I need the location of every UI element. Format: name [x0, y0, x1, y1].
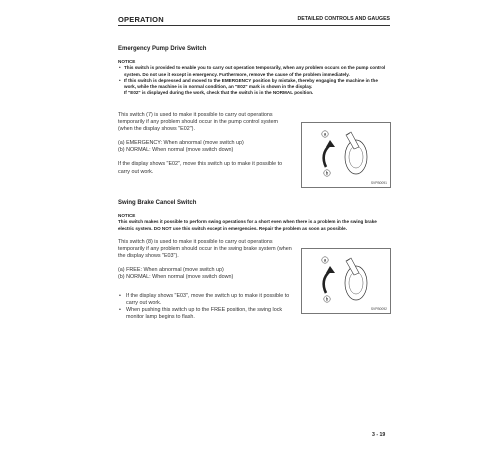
notice-bullet: • If this switch is depressed and moved to the EMERGENCY position by mistake, thereby engaging the machine in the work, while the machine is in normal condition, an "E02" mark is shown in the display.: [118, 78, 390, 91]
body-paragraph: This switch (7) is used to make it possible to carry out operations temporarily if any problem should occur in the pump control system (when the display shows "E02").: [118, 112, 278, 133]
notice-bullet: • This switch is provided to enable you to carry out operation temporarily, when any problem occurs on the pump control system. Do not use it except in emergency. Furthermore, remove the cause of the problem immediately.: [118, 65, 390, 78]
instruction-bullet: • When pushing this switch up to the FREE position, the swing lock monitor lamp begins to flash.: [118, 307, 293, 321]
body-emergency-pump: [118, 112, 293, 176]
toggle-switch-illustration: [302, 123, 390, 187]
notice-line: If "E02" is displayed during the work, check that the switch is in the NORMAL position.: [124, 90, 314, 96]
body-swing-brake: [118, 239, 293, 281]
notice-heading: NOTICE: [118, 213, 136, 218]
switch-figure-emergency-pump: [301, 122, 391, 188]
position-label-a: a: [323, 131, 327, 137]
section-title-swing-brake: Swing Brake Cancel Switch: [118, 200, 197, 206]
chapter-title: OPERATION: [118, 15, 164, 24]
figure-code: SVPB0091: [370, 181, 387, 185]
toggle-switch-illustration: [302, 249, 390, 313]
notice-block-emergency-pump: [118, 59, 390, 97]
section-title-emergency-pump: Emergency Pump Drive Switch: [118, 46, 207, 52]
option-a: (a) FREE: When abnormal (move switch up): [118, 267, 224, 274]
instruction-list-swing-brake: [118, 293, 293, 321]
instruction-bullet: • If the display shows "E03", move the switch up to make it possible to carry out work.: [118, 293, 293, 307]
page-number: 3 - 19: [372, 432, 386, 438]
notice-text: This switch makes it possible to perform swing operations for a short even when there is a problem in the swing brake electric system. DO NOT use this switch except in emergencies. Repair the problem as soon as possible.: [118, 219, 377, 231]
position-label-b: b: [325, 170, 329, 176]
header-rule: [118, 25, 390, 26]
position-label-b: b: [325, 296, 329, 302]
section-heading: DETAILED CONTROLS AND GAUGES: [297, 16, 390, 22]
position-label-a: a: [323, 257, 327, 263]
option-b: (b) NORMAL: When normal (move switch down): [118, 274, 234, 281]
body-paragraph: If the display shows "E02", move this switch up to make it possible to carry out work.: [118, 161, 283, 175]
option-a: (a) EMERGENCY: When abnormal (move switch up): [118, 140, 244, 147]
figure-code: SVPB0092: [370, 307, 387, 311]
body-paragraph: This switch (8) is used to make it possible to carry out operations temporarily if any problem should occur in the swing brake system (when the display shows "E03").: [118, 239, 292, 260]
notice-block-swing-brake: [118, 213, 390, 232]
switch-figure-swing-brake: [301, 248, 391, 314]
option-b: (b) NORMAL: When normal (move switch down): [118, 147, 234, 154]
notice-heading: NOTICE: [118, 59, 136, 64]
